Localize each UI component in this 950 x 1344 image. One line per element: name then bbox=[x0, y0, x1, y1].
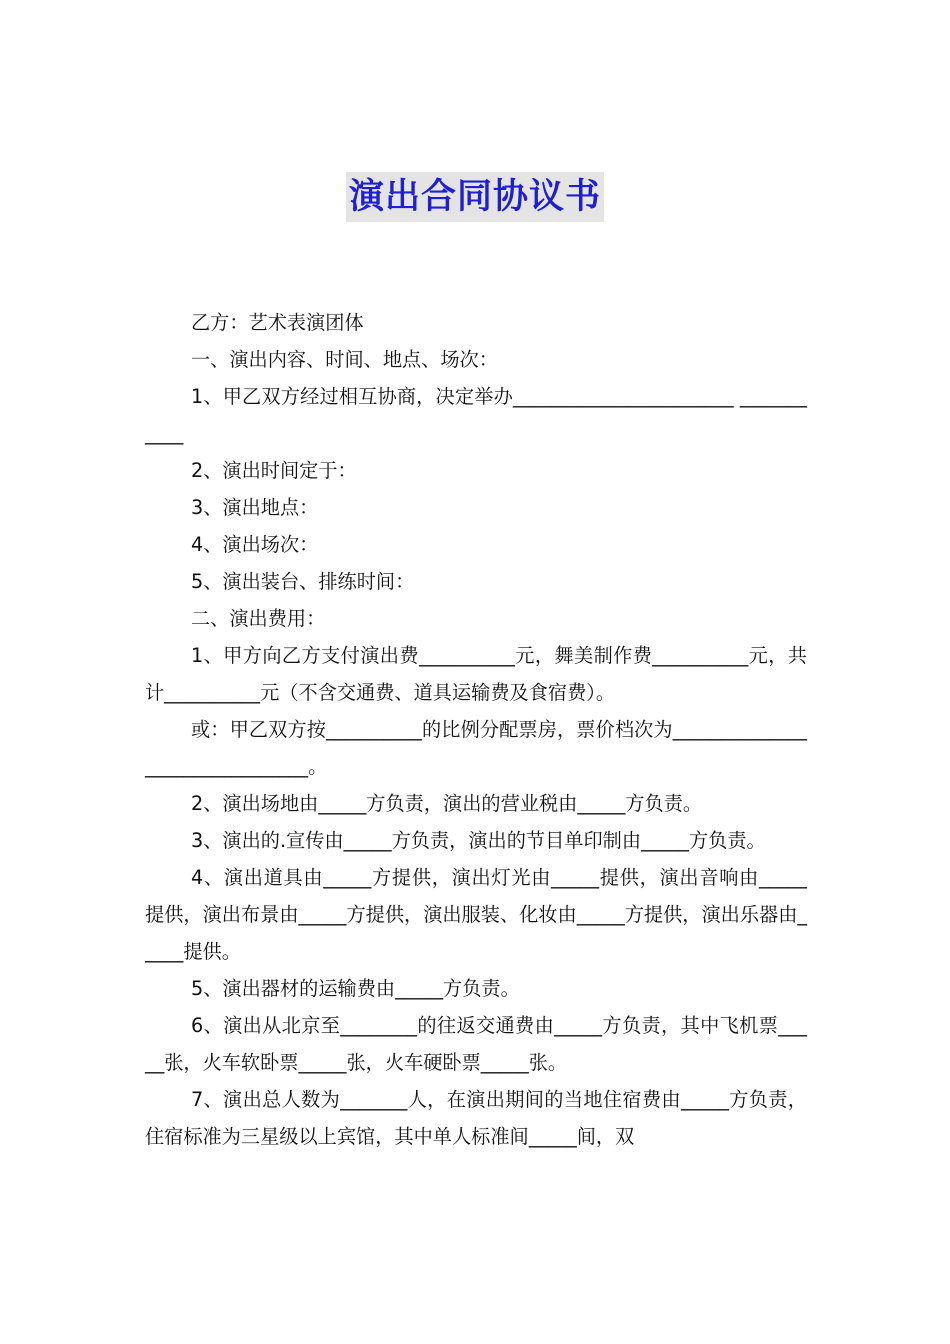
paragraph-2-1-alt: 或：甲乙双方按__________的比例分配票房，票价档次为_______________________________。 bbox=[145, 718, 807, 778]
paragraph-1-2: 2、演出时间定于： bbox=[191, 459, 357, 482]
paragraph-section-1-heading: 一、演出内容、时间、地点、场次： bbox=[191, 348, 498, 371]
paragraph-party-b: 乙方：艺术表演团体 bbox=[191, 311, 364, 334]
paragraph-2-2: 2、演出场地由_____方负责，演出的营业税由_____方负责。 bbox=[191, 792, 703, 815]
paragraph-2-1: 1、甲方向乙方支付演出费__________元，舞美制作费__________元，共计__________元（不含交通费、道具运输费及食宿费）。 bbox=[145, 644, 807, 704]
paragraph-1-5: 5、演出装台、排练时间： bbox=[191, 570, 415, 593]
paragraph-2-6: 6、演出从北京至________的往返交通费由_____方负责，其中飞机票_____张，火车软卧票_____张，火车硬卧票_____张。 bbox=[145, 1014, 807, 1074]
paragraph-1-3: 3、演出地点： bbox=[191, 496, 319, 519]
paragraph-section-2-heading: 二、演出费用： bbox=[191, 607, 326, 630]
title-wrap bbox=[0, 172, 950, 222]
paragraph-1-4: 4、演出场次： bbox=[191, 533, 319, 556]
paragraph-2-4: 4、演出道具由_____方提供，演出灯光由_____提供，演出音响由_____提供，演出布景由_____方提供，演出服装、化妆由_____方提供，演出乐器由_____提供。 bbox=[145, 866, 807, 963]
document-title: 演出合同协议书 bbox=[346, 172, 604, 222]
paragraph-2-7: 7、演出总人数为_______人，在演出期间的当地住宿费由_____方负责，住宿标准为三星级以上宾馆，其中单人标准间_____间，双 bbox=[145, 1088, 807, 1148]
document-body bbox=[145, 304, 807, 1155]
paragraph-2-3: 3、演出的.宣传由_____方负责，演出的节目单印制由_____方负责。 bbox=[191, 829, 766, 852]
paragraph-1-1: 1、甲乙双方经过相互协商，决定举办_______________________ ___________ bbox=[145, 385, 807, 445]
paragraph-2-5: 5、演出器材的运输费由_____方负责。 bbox=[191, 977, 520, 1000]
